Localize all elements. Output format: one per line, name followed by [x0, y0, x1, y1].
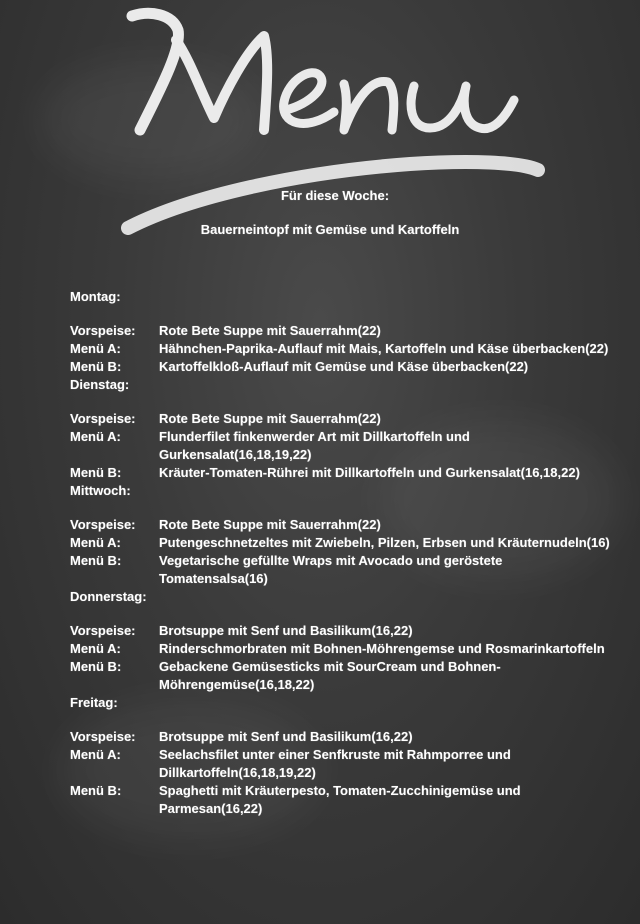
menu-row — [70, 782, 610, 818]
day-name: Donnerstag: — [70, 589, 147, 604]
dish-text: Putengeschnetzeltes mit Zwiebeln, Pilzen, Erbsen und Kräuternudeln(16) — [159, 535, 610, 550]
course-label: Menü A: — [70, 747, 121, 762]
day-section-donnerstag — [70, 588, 610, 694]
course-label: Menü B: — [70, 659, 122, 674]
course-label: Menü B: — [70, 783, 122, 798]
dish-text: Spaghetti mit Kräuterpesto, Tomaten-Zucchinigemüse und Parmesan(16,22) — [159, 783, 521, 816]
menu-row — [70, 464, 610, 482]
dish-text: Rinderschmorbraten mit Bohnen-Möhrengemse und Rosmarinkartoffeln — [159, 641, 605, 656]
menu-row — [70, 640, 610, 658]
dish-text: Vegetarische gefüllte Wraps mit Avocado und geröstete Tomatensalsa(16) — [159, 553, 503, 586]
dish-text: Brotsuppe mit Senf und Basilikum(16,22) — [159, 623, 413, 638]
day-section-montag — [70, 288, 610, 376]
menu-row — [70, 658, 610, 694]
dish-text: Kräuter-Tomaten-Rührei mit Dillkartoffeln und Gurkensalat(16,18,22) — [159, 465, 580, 480]
dish-text: Seelachsfilet unter einer Senfkruste mit Rahmporree und Dillkartoffeln(16,18,19,22) — [159, 747, 511, 780]
menu-title-logo — [0, 0, 640, 250]
dish-text: Gebackene Gemüsesticks mit SourCream und Bohnen-Möhrengemüse(16,18,22) — [159, 659, 501, 692]
course-label: Vorspeise: — [70, 623, 136, 638]
dish-text: Kartoffelkloß-Auflauf mit Gemüse und Käse überbacken(22) — [159, 359, 529, 374]
menu-row — [70, 516, 610, 534]
menu-row — [70, 322, 610, 340]
course-label: Menü B: — [70, 359, 122, 374]
menu-row — [70, 622, 610, 640]
dish-text: Flunderfilet finkenwerder Art mit Dillkartoffeln und Gurkensalat(16,18,19,22) — [159, 429, 470, 462]
course-label: Vorspeise: — [70, 517, 136, 532]
day-section-mittwoch — [70, 482, 610, 588]
day-name: Montag: — [70, 289, 121, 304]
dish-text: Hähnchen-Paprika-Auflauf mit Mais, Kartoffeln und Käse überbacken(22) — [159, 341, 609, 356]
course-label: Menü A: — [70, 341, 121, 356]
course-label: Menü B: — [70, 465, 122, 480]
week-label: Für diese Woche: — [280, 188, 390, 203]
dish-text: Brotsuppe mit Senf und Basilikum(16,22) — [159, 729, 413, 744]
course-label: Menü A: — [70, 641, 121, 656]
course-label: Menü A: — [70, 429, 121, 444]
weekly-menu — [70, 288, 610, 818]
dish-text: Rote Bete Suppe mit Sauerrahm(22) — [159, 411, 381, 426]
course-label: Vorspeise: — [70, 411, 136, 426]
day-name: Mittwoch: — [70, 483, 131, 498]
week-dish: Bauerneintopf mit Gemüse und Kartoffeln — [200, 222, 460, 237]
course-label: Vorspeise: — [70, 729, 136, 744]
menu-row — [70, 358, 610, 376]
menu-row — [70, 534, 610, 552]
course-label: Menü A: — [70, 535, 121, 550]
menu-row — [70, 428, 610, 464]
day-section-dienstag — [70, 376, 610, 482]
dish-text: Rote Bete Suppe mit Sauerrahm(22) — [159, 517, 381, 532]
dish-text: Rote Bete Suppe mit Sauerrahm(22) — [159, 323, 381, 338]
menu-row — [70, 340, 610, 358]
menu-row — [70, 746, 610, 782]
menu-row — [70, 410, 610, 428]
day-section-freitag — [70, 694, 610, 818]
day-name: Dienstag: — [70, 377, 130, 392]
course-label: Menü B: — [70, 553, 122, 568]
course-label: Vorspeise: — [70, 323, 136, 338]
menu-row — [70, 552, 610, 588]
menu-row — [70, 728, 610, 746]
day-name: Freitag: — [70, 695, 118, 710]
